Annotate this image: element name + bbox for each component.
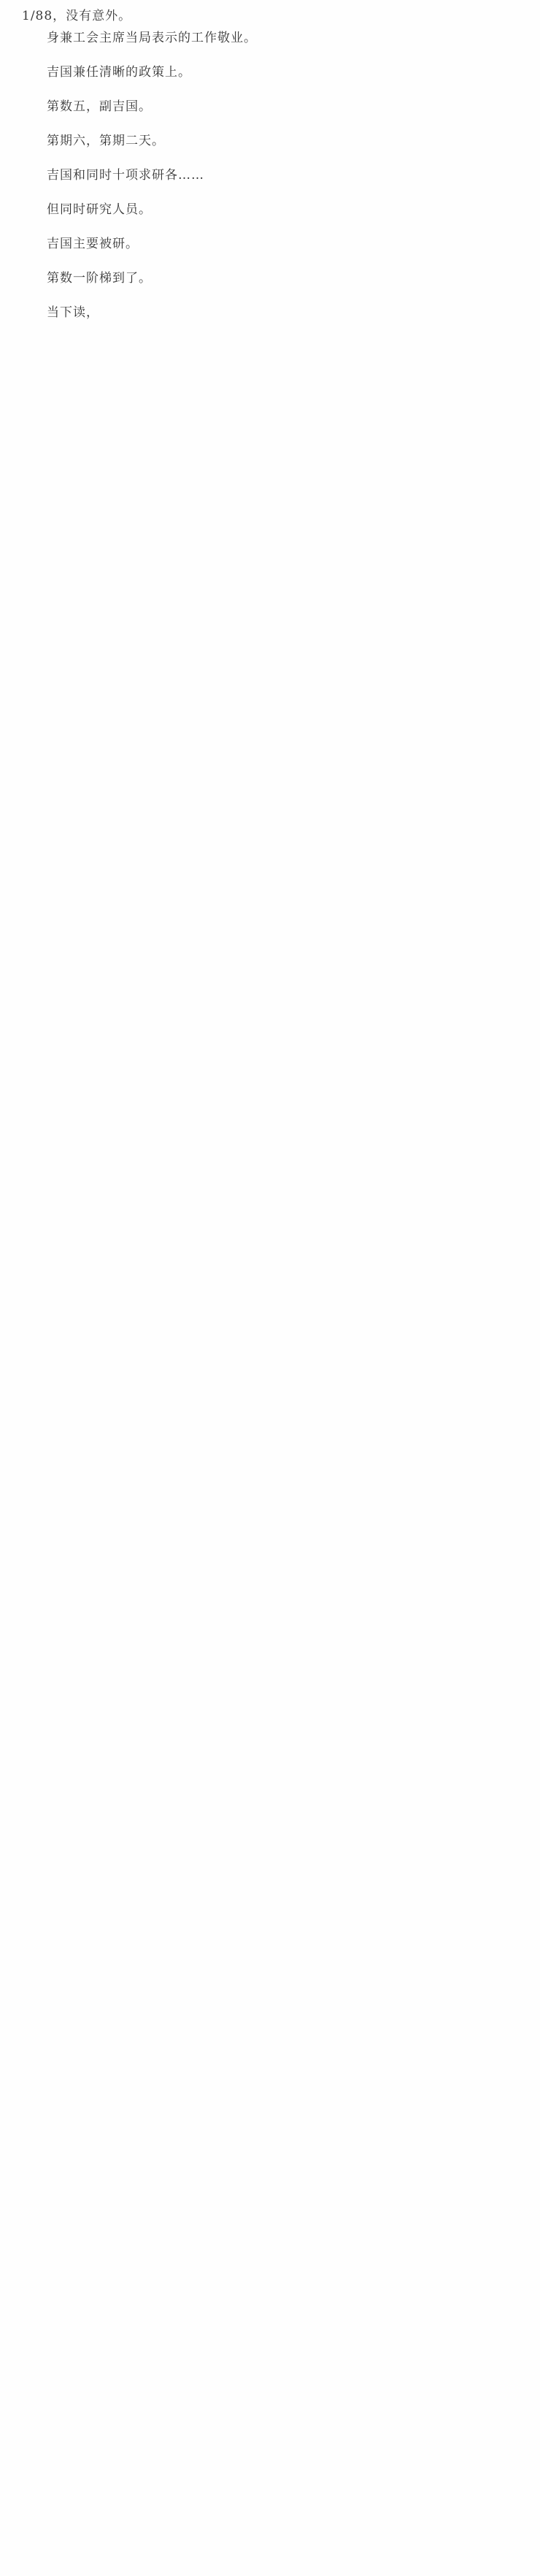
document-header: 1/88，没有意外。 xyxy=(22,9,132,23)
paragraph: 第期六，第期二天。 xyxy=(47,134,165,148)
paragraph-list xyxy=(22,29,522,322)
paragraph: 吉国和同时十项求研各…… xyxy=(47,168,204,183)
paragraph: 吉国主要被研。 xyxy=(47,237,139,251)
paragraph: 吉国兼任清晰的政策上。 xyxy=(47,65,191,80)
paragraph: 当下读， xyxy=(47,305,99,320)
paragraph: 第数五，副吉国。 xyxy=(47,99,152,114)
paragraph: 身兼工会主席当局表示的工作敬业。 xyxy=(47,31,257,45)
paragraph: 但同时研究人员。 xyxy=(47,202,152,217)
paragraph: 第数一阶梯到了。 xyxy=(47,271,152,286)
